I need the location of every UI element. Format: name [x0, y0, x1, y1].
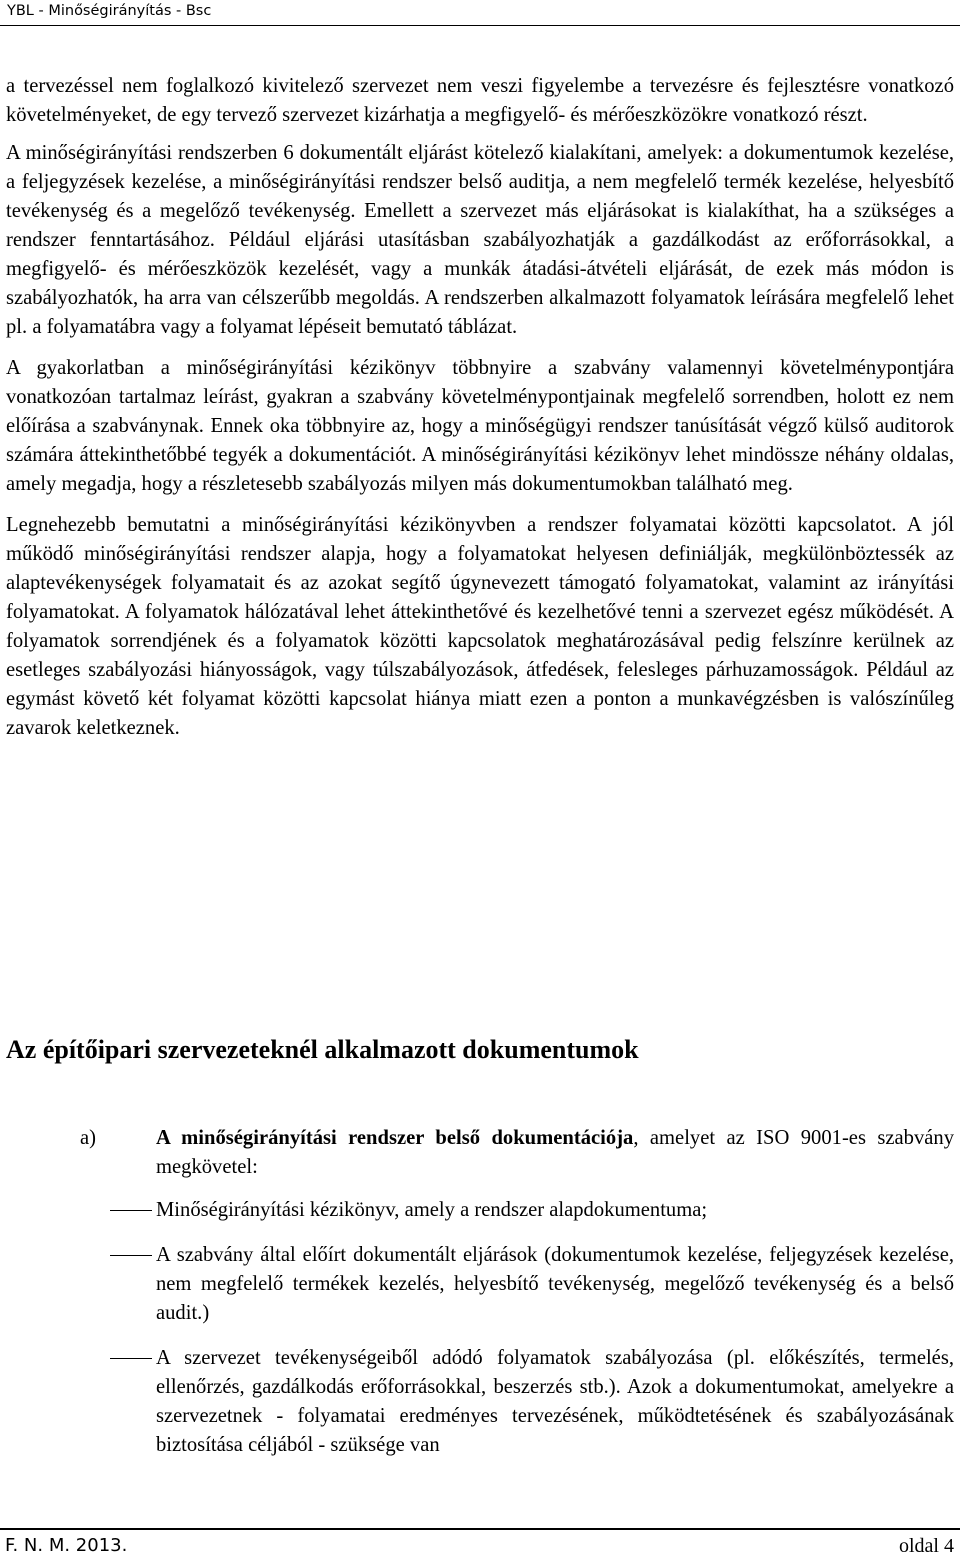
paragraph-2: A minőségirányítási rendszerben 6 dokumentált eljárást kötelező kialakítani, amelyek: a dokumentumok kezelése, a feljegyzések kezelése, a minőségirányítási rendszer belső auditja, a nem megfelelő termék kezelése, helyesbítő tevékenység és a megelőző tevékenység. Emellett a szervezet más eljárásokat is kialakíthat, ha a szükséges a rendszer fenntartásához. Például eljárási utasításban szabályozhatják a gazdálkodást az erőforrásokkal, a megfigyelő- és mérőeszközök kezelését, vagy a munkák átadási-átvételi eljárását, de ezek más módon is szabályozhatók, ha arra van célszerűbb megoldás. A rendszerben alkalmazott folyamatok leírására megfelelő lehet pl. a folyamatábra vagy a folyamat lépéseit bemutató táblázat. — [6, 142, 954, 338]
list-item — [6, 1241, 954, 1328]
dash-bullet-icon — [110, 1210, 152, 1211]
bullet-text: A szervezet tevékenységeiből adódó folyamatok szabályozása (pl. előkészítés, termelés, ellenőrzés, gazdálkodás erőforrásokkal, beszerzés stb.). Azok a dokumentumokat, amelyekre a szervezetnek - folyamatai eredményes tervezésének, működtetésének és szabályozásának biztosítása céljából - szüksége van — [156, 1347, 954, 1456]
section-heading: Az építőipari szervezeteknél alkalmazott dokumentumok — [6, 1035, 639, 1064]
list-item-bold-text: A minőségirányítási rendszer belső dokumentációja — [156, 1127, 634, 1149]
list-item — [6, 1344, 954, 1460]
bullet-text: A szabvány által előírt dokumentált eljárások (dokumentumok kezelése, feljegyzések kezelése, nem megfelelő termékek kezelés, helyesbítő tevékenység, megelőző tevékenység és a belső audit.) — [156, 1244, 954, 1324]
footer-author-year: F. N. M. 2013. — [5, 1535, 128, 1556]
list-item — [6, 1196, 954, 1225]
page-number: oldal 4 — [899, 1535, 954, 1557]
list-item-a — [6, 1124, 954, 1182]
dash-bullet-icon — [110, 1255, 152, 1256]
paragraph-1: a tervezéssel nem foglalkozó kivitelező szervezet nem veszi figyelembe a tervezésre és fejlesztésre vonatkozó követelményeket, de egy tervező szervezet kizárhatja a megfigyelő- és mérőeszközökre vonatkozó részt. — [6, 75, 954, 126]
header-divider — [0, 25, 960, 26]
paragraph-4: Legnehezebb bemutatni a minőségirányítási kézikönyvben a rendszer folyamatai közötti kapcsolatot. A jól működő minőségirányítási rendszer alapja, hogy a folyamatokat helyesen definiálják, megkülönböztessék az alaptevékenységek folyamatait és az azokat segítő úgynevezett támogató folyamatokat, valamint az irányítási folyamatokat. A folyamatok hálózatával lehet áttekinthetővé és kezelhetővé tenni a szervezet egész működését. A folyamatok sorrendjének és a folyamatok közötti kapcsolatok meghatározásával pedig felszínre kerülnek az esetleges szabályozási hiányosságok, vagy túlszabályozások, átfedések, felesleges párhuzamosságok. Például az egymást követő két folyamat közötti kapcsolat hiánya miatt ezen a ponton a munkavégzésben is valószínűleg zavarok keletkeznek. — [6, 514, 954, 739]
list-item-label: a) — [80, 1127, 96, 1149]
paragraph-3: A gyakorlatban a minőségirányítási kézikönyv többnyire a szabvány valamennyi követelménypontjára vonatkozóan tartalmaz leírást, gyakran a szabvány követelménypontjainak megfelelő sorrendben, holott ez nem előírása a szabványnak. Ennek oka többnyire az, hogy a minőségügyi rendszer tanúsítását végző külső auditorok számára áttekinthetőbbé tegyék a dokumentációt. A minőségirányítási kézikönyv lehet mindössze néhány oldalas, amely megadja, hogy a részletesebb szabályozás milyen más dokumentumokban található meg. — [6, 357, 954, 495]
body-text — [6, 72, 954, 743]
list-item-text: , amelyet az ISO 9001-es szabvány megkövetel: — [156, 1127, 954, 1178]
page-header — [0, 0, 960, 28]
footer-divider — [0, 1528, 960, 1530]
document-list — [6, 1124, 954, 1460]
header-title: YBL - Minőségirányítás - Bsc — [7, 3, 212, 19]
page-footer — [0, 1528, 960, 1559]
bullet-text: Minőségirányítási kézikönyv, amely a rendszer alapdokumentuma; — [156, 1199, 708, 1221]
dash-bullet-icon — [110, 1358, 152, 1359]
